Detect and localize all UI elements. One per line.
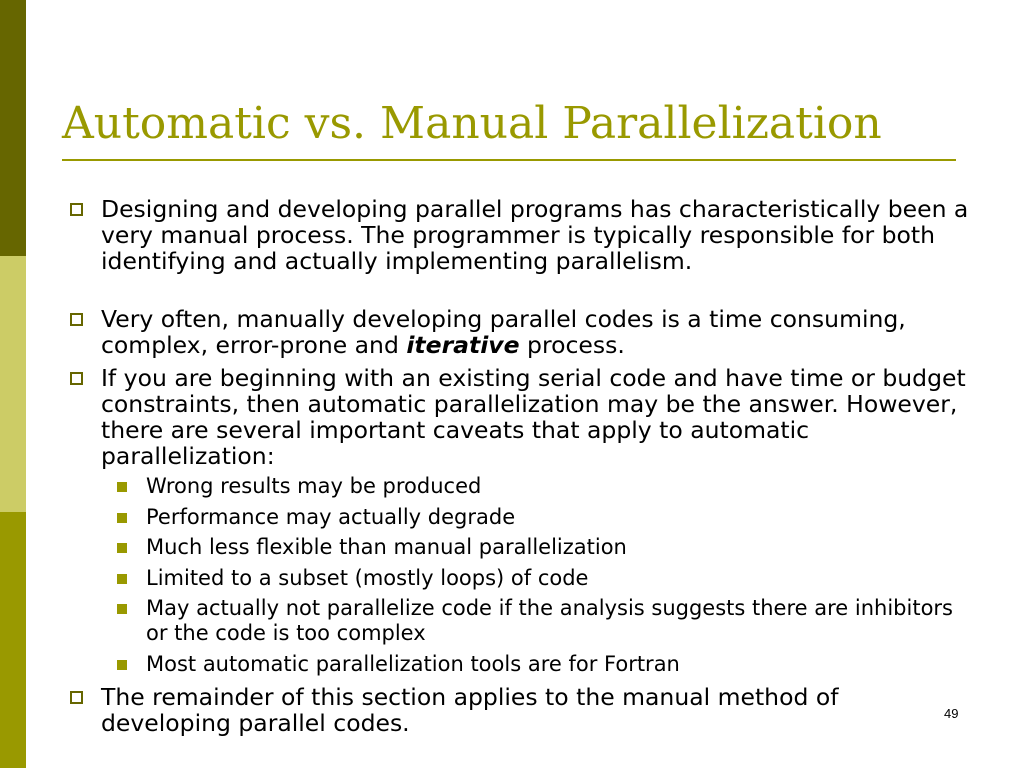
bullet-item [101,196,971,274]
filled-square-bullet-icon [117,660,127,670]
sub-bullet-item [146,505,966,530]
sub-bullet-item [146,566,966,591]
bullet-text: The remainder of this section applies to the manual method of developing parallel codes. [101,683,839,737]
bullet-item [101,365,971,469]
hollow-square-bullet-icon [70,313,83,326]
hollow-square-bullet-icon [70,372,83,385]
filled-square-bullet-icon [117,604,127,614]
page-number: 49 [944,706,959,721]
sub-bullet-text: Much less flexible than manual parallelization [146,535,627,559]
bullet-emphasis: iterative [406,331,520,359]
sub-bullet-text: Wrong results may be produced [146,474,482,498]
filled-square-bullet-icon [117,482,127,492]
hollow-square-bullet-icon [70,203,83,216]
bullet-item [101,684,971,736]
sub-bullet-item [146,652,966,677]
hollow-square-bullet-icon [70,691,83,704]
bullet-item [101,306,971,358]
bullet-text: Very often, manually developing parallel codes is a time consuming, complex, error-prone and [101,305,906,359]
sub-bullet-item [146,596,966,646]
filled-square-bullet-icon [117,574,127,584]
filled-square-bullet-icon [117,513,127,523]
sub-bullet-text: Limited to a subset (mostly loops) of code [146,566,589,590]
sub-bullet-text: Most automatic parallelization tools are for Fortran [146,652,680,676]
sub-bullet-text: May actually not parallelize code if the analysis suggests there are inhibitors or the code is too complex [146,596,953,645]
bullet-text: process. [519,331,625,359]
slide-title: Automatic vs. Manual Parallelization [62,98,882,149]
sub-bullet-item [146,474,966,499]
bullet-text: If you are beginning with an existing serial code and have time or budget constraints, then automatic parallelization may be the answer. However, there are several important caveats that apply to automatic parallelization: [101,364,966,470]
sub-bullet-item [146,535,966,560]
filled-square-bullet-icon [117,543,127,553]
bullet-text: Designing and developing parallel programs has characteristically been a very manual process. The programmer is typically responsible for both identifying and actually implementing parallelism. [101,195,969,275]
sub-bullet-text: Performance may actually degrade [146,505,516,529]
